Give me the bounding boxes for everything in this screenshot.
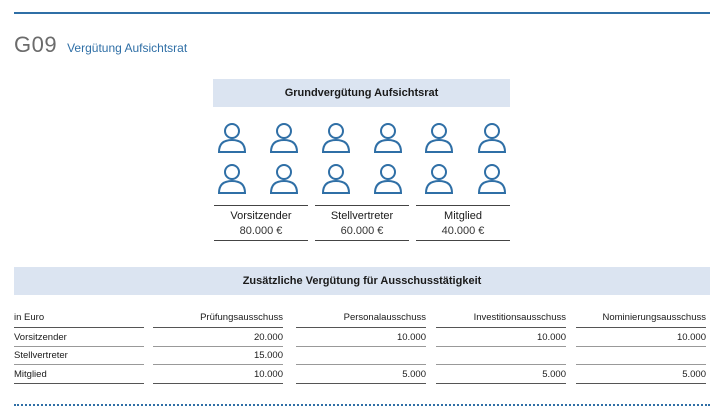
table-cell: 10.000 [676,332,706,343]
base-compensation-header: Grundvergütung Aufsichtsrat [213,79,510,107]
role-name: Mitglied [444,210,482,222]
row-label: Mitglied [14,369,47,380]
role-name: Vorsitzender [230,210,292,222]
table-cell [436,349,566,363]
row-label: Stellvertreter [14,350,68,361]
table-cell: 10.000 [396,332,426,343]
table-cell [576,349,706,363]
top-rule [14,12,710,14]
table-cell: 15.000 [253,350,283,361]
table-cell: 10.000 [253,369,283,380]
role-name: Stellvertreter [330,210,394,222]
person-icon [477,122,507,154]
table-cell: 5.000 [542,369,566,380]
committee-compensation-header: Zusätzliche Vergütung für Ausschusstätigkeit [14,267,710,295]
figure-code: G09 [14,32,58,57]
row-label: Vorsitzender [14,332,67,343]
role-amount: 60.000 € [340,225,384,237]
column-header: Prüfungsausschuss [200,312,283,323]
column-header: Nominierungsausschuss [602,312,706,323]
page-heading [14,32,187,58]
role-deputy [315,205,409,241]
role-member [416,205,510,241]
person-icon [217,122,247,154]
column-header: Personalausschuss [343,312,426,323]
table-cell: 20.000 [253,332,283,343]
person-icon [373,122,403,154]
person-icon [321,163,351,195]
role-chairman [214,205,308,241]
page-title: Vergütung Aufsichtsrat [67,41,188,55]
table-cell: 5.000 [682,369,706,380]
person-icon [424,122,454,154]
table-cell: 5.000 [402,369,426,380]
role-amount: 80.000 € [239,225,283,237]
person-icon [424,163,454,195]
role-amount: 40.000 € [441,225,485,237]
column-header: Investitionsausschuss [473,312,566,323]
person-icon [269,163,299,195]
person-icon [217,163,247,195]
table-cell: 10.000 [536,332,566,343]
person-icon [269,122,299,154]
person-icon [321,122,351,154]
person-icon [373,163,403,195]
bottom-dotted-rule [14,404,710,406]
table-cell [296,349,426,363]
unit-label: in Euro [14,312,45,323]
person-icon [477,163,507,195]
